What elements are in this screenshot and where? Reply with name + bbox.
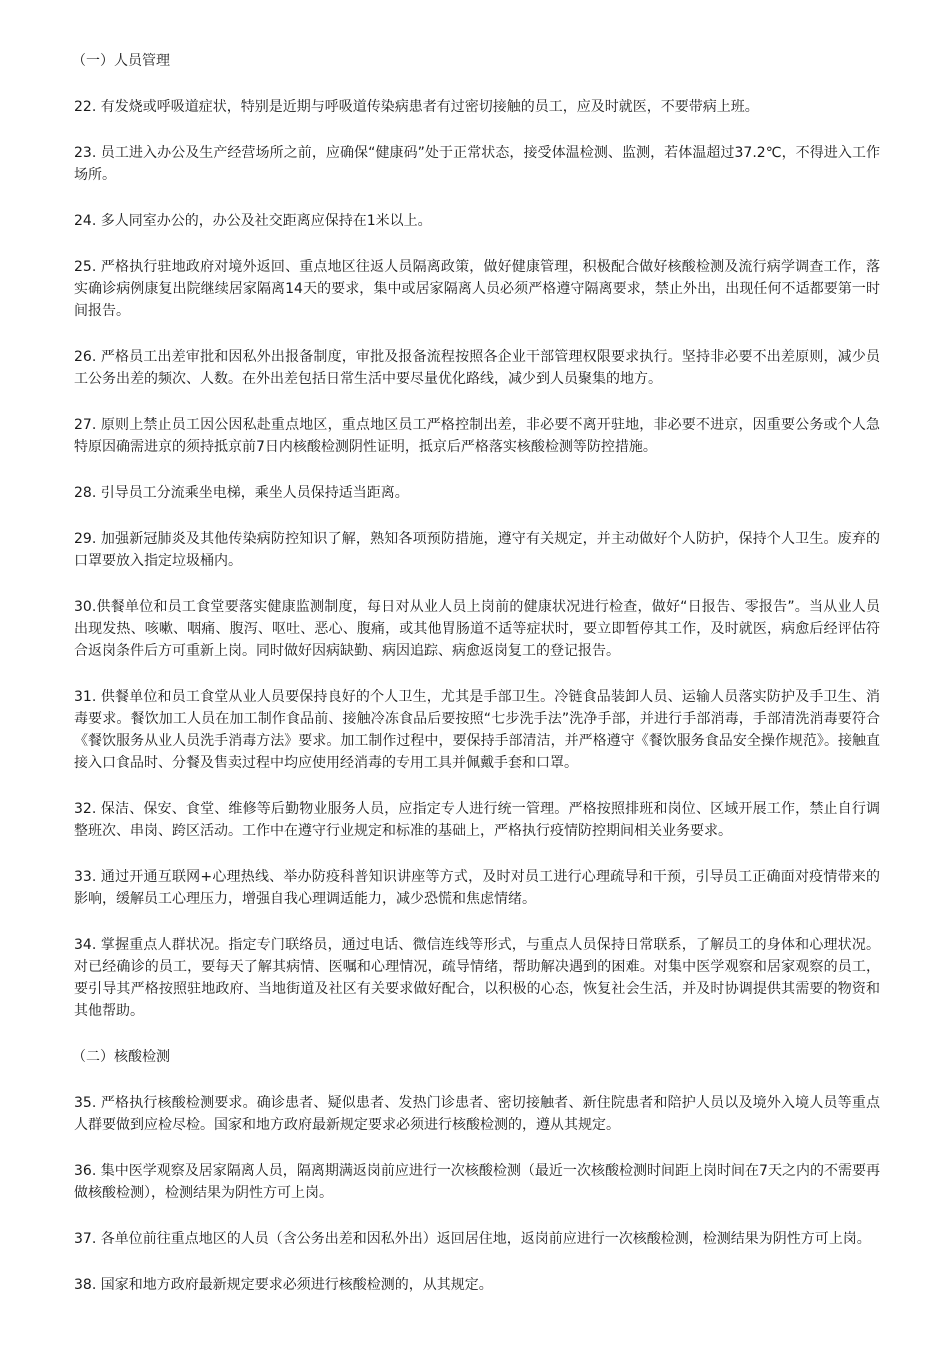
- paragraph-34: 34. 掌握重点人群状况。指定专门联络员，通过电话、微信连线等形式，与重点人员保持日常联系，了解员工的身体和心理状况。对已经确诊的员工，要每天了解其病情、医嘱和心理情况，疏导情绪，帮助解决遇到的困难。对集中医学观察和居家观察的员工，要引导其严格按照驻地政府、当地街道及社区有关要求做好配合，以积极的心态，恢复社会生活，并及时协调提供其需要的物资和其他帮助。: [74, 937, 880, 1019]
- paragraph-35: 35. 严格执行核酸检测要求。确诊患者、疑似患者、发热门诊患者、密切接触者、新住院患者和陪护人员以及境外入境人员等重点人群要做到应检尽检。国家和地方政府最新规定要求必须进行核酸检测的，遵从其规定。: [74, 1095, 880, 1133]
- paragraph-25: 25. 严格执行驻地政府对境外返回、重点地区往返人员隔离政策，做好健康管理，积极配合做好核酸检测及流行病学调查工作，落实确诊病例康复出院继续居家隔离14天的要求，集中或居家隔离人员必须严格遵守隔离要求，禁止外出，出现任何不适都要第一时间报告。: [74, 259, 880, 319]
- paragraph-37: 37. 各单位前往重点地区的人员（含公务出差和因私外出）返回居住地，返岗前应进行一次核酸检测，检测结果为阴性方可上岗。: [74, 1231, 871, 1247]
- paragraph-24: 24. 多人同室办公的，办公及社交距离应保持在1米以上。: [74, 213, 432, 229]
- paragraph-32: 32. 保洁、保安、食堂、维修等后勤物业服务人员，应指定专人进行统一管理。严格按照排班和岗位、区域开展工作，禁止自行调整班次、串岗、跨区活动。工作中在遵守行业规定和标准的基础上，严格执行疫情防控期间相关业务要求。: [74, 801, 880, 839]
- paragraph-29: 29. 加强新冠肺炎及其他传染病防控知识了解，熟知各项预防措施，遵守有关规定，并主动做好个人防护，保持个人卫生。废弃的口罩要放入指定垃圾桶内。: [74, 531, 880, 569]
- paragraph-36: 36. 集中医学观察及居家隔离人员，隔离期满返岗前应进行一次核酸检测（最近一次核酸检测时间距上岗时间在7天之内的不需要再做核酸检测），检测结果为阴性方可上岗。: [74, 1163, 880, 1201]
- paragraph-33: 33. 通过开通互联网+心理热线、举办防疫科普知识讲座等方式，及时对员工进行心理疏导和干预，引导员工正确面对疫情带来的影响，缓解员工心理压力，增强自我心理调适能力，减少恐慌和焦虑情绪。: [74, 869, 880, 907]
- document-body: [74, 50, 880, 1320]
- section-heading-nucleic-test: （二）核酸检测: [72, 1049, 170, 1065]
- paragraph-23: 23. 员工进入办公及生产经营场所之前，应确保“健康码”处于正常状态，接受体温检测、监测，若体温超过37.2℃，不得进入工作场所。: [74, 145, 880, 183]
- paragraph-30: 30.供餐单位和员工食堂要落实健康监测制度，每日对从业人员上岗前的健康状况进行检查，做好“日报告、零报告”。当从业人员出现发热、咳嗽、咽痛、腹泻、呕吐、恶心、腹痛，或其他胃肠道不适等症状时，要立即暂停其工作，及时就医，病愈后经评估符合返岗条件后方可重新上岗。同时做好因病缺勤、病因追踪、病愈返岗复工的登记报告。: [74, 599, 880, 659]
- paragraph-22: 22. 有发烧或呼吸道症状，特别是近期与呼吸道传染病患者有过密切接触的员工，应及时就医，不要带病上班。: [74, 99, 759, 115]
- paragraph-27: 27. 原则上禁止员工因公因私赴重点地区，重点地区员工严格控制出差，非必要不离开驻地，非必要不进京，因重要公务或个人急特原因确需进京的须持抵京前7日内核酸检测阴性证明，抵京后严格落实核酸检测等防控措施。: [74, 417, 880, 455]
- section-heading-personnel: （一）人员管理: [72, 53, 170, 69]
- paragraph-31: 31. 供餐单位和员工食堂从业人员要保持良好的个人卫生，尤其是手部卫生。冷链食品装卸人员、运输人员落实防护及手卫生、消毒要求。餐饮加工人员在加工制作食品前、接触冷冻食品后要按照“七步洗手法”洗净手部，并进行手部消毒，手部清洗消毒要符合《餐饮服务从业人员洗手消毒方法》要求。加工制作过程中，要保持手部清洁，并严格遵守《餐饮服务食品安全操作规范》。接触直接入口食品时、分餐及售卖过程中均应使用经消毒的专用工具并佩戴手套和口罩。: [74, 689, 880, 771]
- paragraph-38: 38. 国家和地方政府最新规定要求必须进行核酸检测的，从其规定。: [74, 1277, 493, 1293]
- paragraph-26: 26. 严格员工出差审批和因私外出报备制度，审批及报备流程按照各企业干部管理权限要求执行。坚持非必要不出差原则，减少员工公务出差的频次、人数。在外出差包括日常生活中要尽量优化路线，减少到人员聚集的地方。: [74, 349, 880, 387]
- paragraph-28: 28. 引导员工分流乘坐电梯，乘坐人员保持适当距离。: [74, 485, 409, 501]
